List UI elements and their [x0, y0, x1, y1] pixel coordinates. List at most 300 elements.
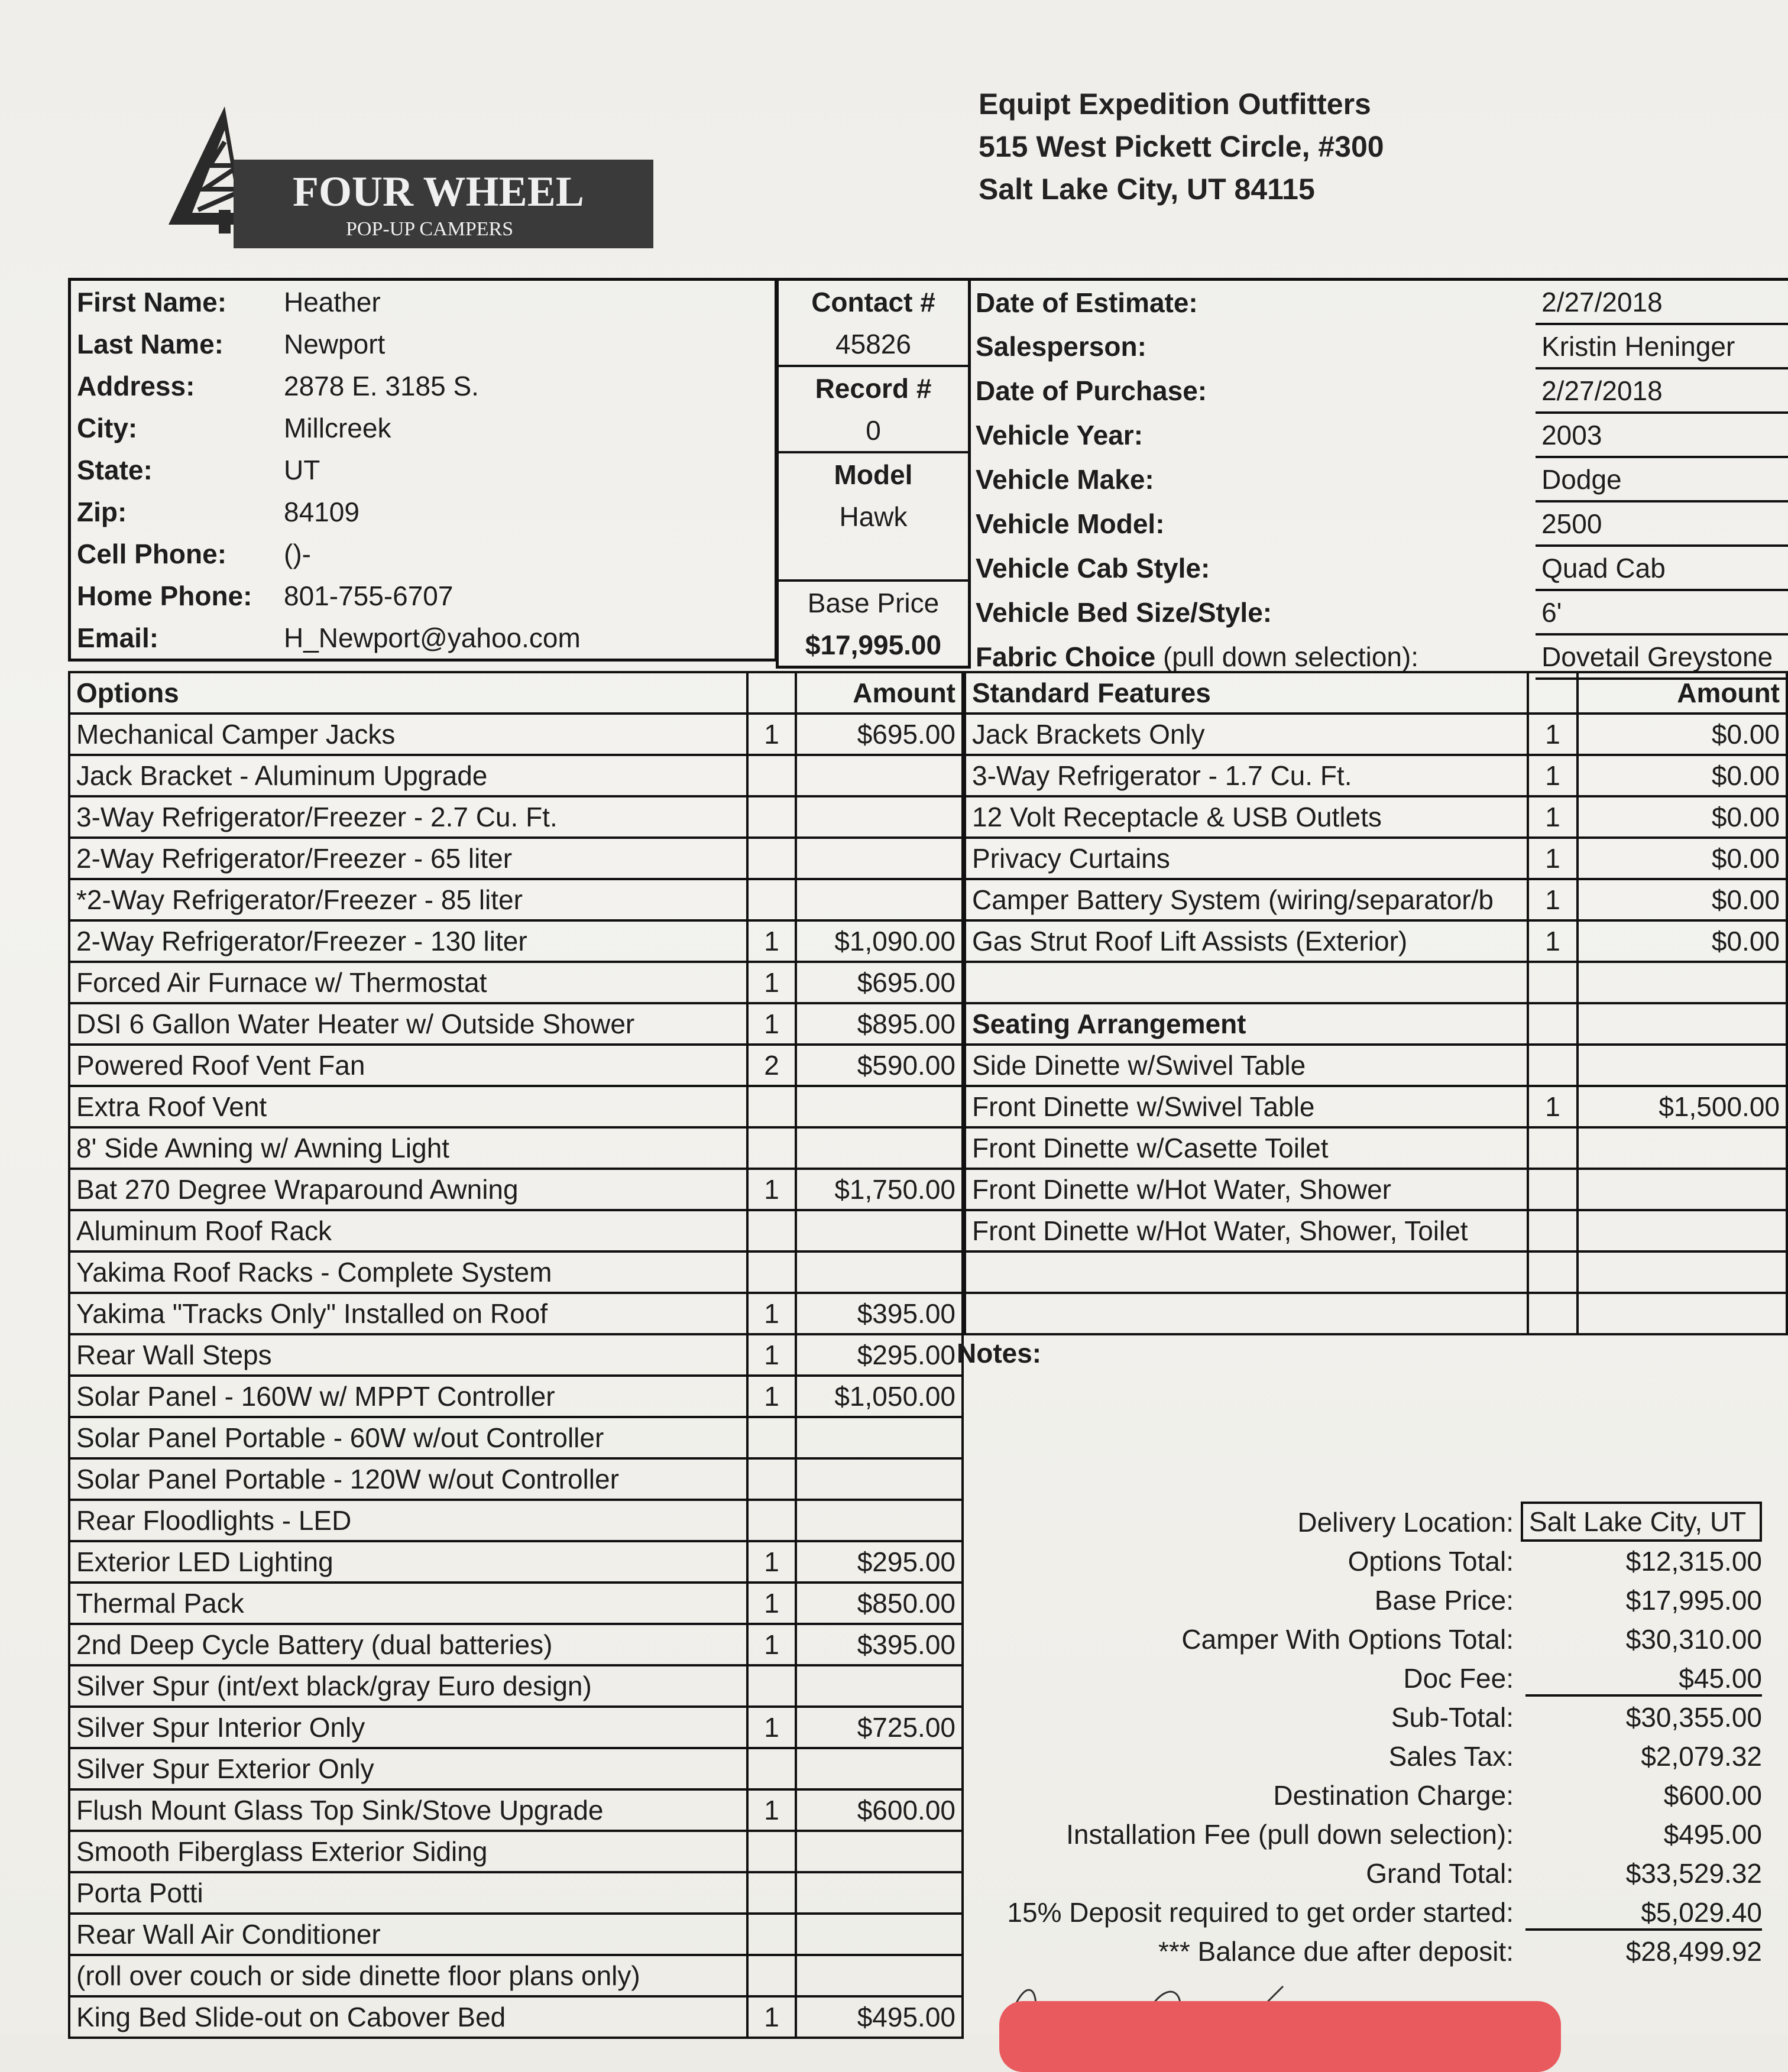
- option-name: Silver Spur (int/ext black/gray Euro design): [69, 1665, 747, 1707]
- option-row: [69, 714, 963, 755]
- option-amount: $495.00: [796, 1996, 963, 2038]
- option-name: Rear Wall Steps: [69, 1334, 747, 1376]
- four-wheel-logo: [169, 106, 653, 251]
- standard-feature-amount: [1578, 1251, 1787, 1293]
- estimate-field-value: Dovetail Greystone: [1536, 634, 1788, 679]
- option-qty: [747, 1210, 796, 1251]
- standard-feature-amount: $0.00: [1578, 838, 1787, 879]
- standard-feature-qty: 1: [1528, 1086, 1578, 1127]
- total-label: Destination Charge:: [1273, 1780, 1514, 1811]
- customer-field-value: Millcreek: [284, 412, 391, 443]
- option-qty: 1: [747, 1624, 796, 1665]
- option-qty: 1: [747, 1583, 796, 1624]
- estimate-field-label: Vehicle Cab Style:: [976, 552, 1210, 583]
- total-value: $45.00: [1525, 1662, 1762, 1697]
- standard-feature-amount: $0.00: [1578, 879, 1787, 920]
- model-label: Model: [778, 452, 970, 495]
- total-value: $495.00: [1663, 1819, 1762, 1850]
- option-name: Exterior LED Lighting: [69, 1541, 747, 1583]
- standard-row: [965, 796, 1787, 838]
- fabric-note: (pull down selection):: [1155, 641, 1419, 672]
- total-label: Base Price:: [1374, 1585, 1514, 1616]
- standard-feature-qty: [1528, 1003, 1578, 1045]
- standard-feature-name: 12 Volt Receptacle & USB Outlets: [965, 796, 1528, 838]
- total-label: Camper With Options Total:: [1181, 1624, 1514, 1655]
- option-qty: 1: [747, 1996, 796, 2038]
- estimate-info: [970, 278, 1788, 680]
- redaction-mark: [999, 2001, 1561, 2072]
- option-amount: [796, 1831, 963, 1872]
- standard-feature-name: Seating Arrangement: [965, 1003, 1528, 1045]
- standard-feature-name: Camper Battery System (wiring/separator/b: [965, 879, 1528, 920]
- option-amount: $895.00: [796, 1003, 963, 1045]
- total-value: $30,310.00: [1625, 1624, 1762, 1655]
- option-name: 8' Side Awning w/ Awning Light: [69, 1127, 747, 1169]
- standard-feature-qty: [1528, 1210, 1578, 1251]
- estimate-field-label: Vehicle Bed Size/Style:: [976, 596, 1272, 628]
- option-qty: 1: [747, 1541, 796, 1583]
- option-amount: $395.00: [796, 1293, 963, 1334]
- option-amount: [796, 1665, 963, 1707]
- estimate-field-value: 2500: [1536, 501, 1788, 546]
- customer-field-value: Heather: [284, 286, 381, 317]
- option-name: (roll over couch or side dinette floor plans only): [69, 1955, 747, 1996]
- company-name: Equipt Expedition Outfitters: [979, 87, 1371, 121]
- total-label: Doc Fee:: [1403, 1663, 1514, 1694]
- customer-row: [70, 617, 776, 660]
- estimate-field-label: Vehicle Model:: [976, 508, 1165, 539]
- estimate-field-value: Dodge: [1536, 457, 1788, 501]
- option-name: Aluminum Roof Rack: [69, 1210, 747, 1251]
- option-amount: $1,750.00: [796, 1169, 963, 1210]
- customer-row: [70, 491, 776, 533]
- standard-feature-amount: $0.00: [1578, 714, 1787, 755]
- company-address: [979, 83, 1384, 210]
- standard-feature-qty: 1: [1528, 838, 1578, 879]
- standard-feature-qty: 1: [1528, 755, 1578, 796]
- option-name: Rear Wall Air Conditioner: [69, 1914, 747, 1955]
- standard-feature-qty: 1: [1528, 920, 1578, 962]
- standard-row: [965, 962, 1787, 1003]
- standard-feature-name: Side Dinette w/Swivel Table: [965, 1045, 1528, 1086]
- option-amount: [796, 1251, 963, 1293]
- customer-row: [70, 365, 776, 407]
- total-value: $28,499.92: [1625, 1936, 1762, 1967]
- standard-feature-qty: [1528, 1169, 1578, 1210]
- option-amount: [796, 1500, 963, 1541]
- option-name: Mechanical Camper Jacks: [69, 714, 747, 755]
- standard-feature-qty: [1528, 1251, 1578, 1293]
- estimate-row: [970, 368, 1788, 413]
- option-row: [69, 1541, 963, 1583]
- option-qty: [747, 755, 796, 796]
- customer-field-value: H_Newport@yahoo.com: [284, 622, 581, 653]
- standard-row: [965, 755, 1787, 796]
- option-name: Solar Panel - 160W w/ MPPT Controller: [69, 1376, 747, 1417]
- customer-field-label: Address:: [77, 370, 195, 401]
- standard-feature-amount: [1578, 1293, 1787, 1334]
- option-name: Yakima Roof Racks - Complete System: [69, 1251, 747, 1293]
- option-qty: [747, 1748, 796, 1789]
- option-qty: [747, 1458, 796, 1500]
- standard-feature-name: [965, 1293, 1528, 1334]
- total-row: [946, 1775, 1762, 1814]
- option-row: [69, 1003, 963, 1045]
- option-name: Powered Roof Vent Fan: [69, 1045, 747, 1086]
- option-row: [69, 1624, 963, 1665]
- estimate-row: [970, 501, 1788, 546]
- option-amount: $695.00: [796, 962, 963, 1003]
- total-value: $17,995.00: [1625, 1585, 1762, 1616]
- standard-row: [965, 1169, 1787, 1210]
- estimate-field-value: 2/27/2018: [1536, 368, 1788, 413]
- option-amount: [796, 838, 963, 879]
- record-label: Record #: [778, 366, 970, 409]
- total-label: Installation Fee (pull down selection):: [1066, 1819, 1514, 1850]
- customer-field-label: City:: [77, 412, 138, 443]
- total-label: 15% Deposit required to get order started:: [1007, 1897, 1514, 1928]
- estimate-field-label: Fabric Choice (pull down selection):: [976, 641, 1419, 672]
- option-row: [69, 1872, 963, 1914]
- option-amount: [796, 1417, 963, 1458]
- option-amount: [796, 755, 963, 796]
- option-qty: [747, 1955, 796, 1996]
- options-amount-header: Amount: [796, 672, 963, 714]
- standard-feature-qty: [1528, 962, 1578, 1003]
- option-amount: [796, 1955, 963, 1996]
- estimate-row: [970, 413, 1788, 457]
- option-qty: 1: [747, 1707, 796, 1748]
- option-row: [69, 1748, 963, 1789]
- option-row: [69, 1251, 963, 1293]
- standard-feature-amount: [1578, 1045, 1787, 1086]
- estimate-row: [970, 546, 1788, 590]
- option-amount: $725.00: [796, 1707, 963, 1748]
- option-qty: [747, 1665, 796, 1707]
- option-row: [69, 1500, 963, 1541]
- standard-feature-amount: [1578, 1210, 1787, 1251]
- delivery-row: [946, 1502, 1762, 1541]
- option-row: [69, 1293, 963, 1334]
- standard-feature-qty: [1528, 1127, 1578, 1169]
- standard-features-header: Standard Features: [965, 672, 1528, 714]
- option-name: 3-Way Refrigerator/Freezer - 2.7 Cu. Ft.: [69, 796, 747, 838]
- option-amount: $600.00: [796, 1789, 963, 1831]
- option-row: [69, 1376, 963, 1417]
- customer-field-label: First Name:: [77, 286, 227, 317]
- option-name: *2-Way Refrigerator/Freezer - 85 liter: [69, 879, 747, 920]
- delivery-label: Delivery Location:: [1297, 1507, 1514, 1538]
- standard-row: [965, 1003, 1787, 1045]
- option-name: Porta Potti: [69, 1872, 747, 1914]
- standard-feature-name: Front Dinette w/Hot Water, Shower: [965, 1169, 1528, 1210]
- standard-feature-amount: $0.00: [1578, 920, 1787, 962]
- option-name: Solar Panel Portable - 60W w/out Controller: [69, 1417, 747, 1458]
- totals-block: [946, 1502, 1762, 1970]
- customer-row: [70, 323, 776, 365]
- company-address-line2: Salt Lake City, UT 84115: [979, 173, 1315, 206]
- option-row: [69, 1086, 963, 1127]
- logo-subtitle: POP-UP CAMPERS: [346, 218, 514, 240]
- standard-feature-name: Privacy Curtains: [965, 838, 1528, 879]
- option-amount: [796, 1914, 963, 1955]
- option-amount: [796, 796, 963, 838]
- standard-feature-name: Jack Brackets Only: [965, 714, 1528, 755]
- estimate-row: [970, 590, 1788, 634]
- option-qty: 1: [747, 1334, 796, 1376]
- standard-feature-name: [965, 962, 1528, 1003]
- option-qty: [747, 1251, 796, 1293]
- logo-title: FOUR WHEEL: [293, 168, 584, 215]
- option-qty: [747, 1417, 796, 1458]
- options-header: Options: [69, 672, 747, 714]
- option-row: [69, 1045, 963, 1086]
- total-row: [946, 1658, 1762, 1697]
- option-amount: [796, 1086, 963, 1127]
- option-qty: 1: [747, 1789, 796, 1831]
- customer-field-label: State:: [77, 454, 153, 485]
- option-qty: [747, 796, 796, 838]
- option-name: DSI 6 Gallon Water Heater w/ Outside Shower: [69, 1003, 747, 1045]
- option-amount: $850.00: [796, 1583, 963, 1624]
- option-amount: $395.00: [796, 1624, 963, 1665]
- total-value: $33,529.32: [1625, 1858, 1762, 1889]
- option-row: [69, 1169, 963, 1210]
- option-name: 2-Way Refrigerator/Freezer - 65 liter: [69, 838, 747, 879]
- total-row: [946, 1814, 1762, 1853]
- option-qty: [747, 1086, 796, 1127]
- customer-field-label: Last Name:: [77, 328, 224, 359]
- standard-amount-header: Amount: [1578, 672, 1787, 714]
- customer-row: [70, 533, 776, 575]
- option-row: [69, 1458, 963, 1500]
- option-name: King Bed Slide-out on Cabover Bed: [69, 1996, 747, 2038]
- standard-feature-qty: [1528, 1045, 1578, 1086]
- standard-feature-qty: 1: [1528, 796, 1578, 838]
- estimate-row: [970, 280, 1788, 325]
- customer-row: [70, 407, 776, 449]
- standard-feature-qty: [1528, 1293, 1578, 1334]
- total-row: [946, 1736, 1762, 1775]
- option-row: [69, 1210, 963, 1251]
- standard-feature-name: [965, 1251, 1528, 1293]
- standard-row: [965, 1293, 1787, 1334]
- estimate-row: [970, 324, 1788, 368]
- total-value: $30,355.00: [1625, 1702, 1762, 1733]
- contact-label: Contact #: [811, 286, 935, 317]
- option-qty: [747, 879, 796, 920]
- total-value: $5,029.40: [1525, 1896, 1762, 1931]
- option-amount: $695.00: [796, 714, 963, 755]
- estimate-field-value: 6': [1536, 590, 1788, 634]
- standard-feature-name: Front Dinette w/Swivel Table: [965, 1086, 1528, 1127]
- total-value: $2,079.32: [1641, 1741, 1762, 1772]
- standard-feature-name: Gas Strut Roof Lift Assists (Exterior): [965, 920, 1528, 962]
- standard-row: [965, 1127, 1787, 1169]
- option-row: [69, 879, 963, 920]
- option-amount: [796, 1872, 963, 1914]
- option-qty: 1: [747, 962, 796, 1003]
- option-row: [69, 1417, 963, 1458]
- standard-row: [965, 920, 1787, 962]
- standard-row: [965, 879, 1787, 920]
- total-label: Sales Tax:: [1388, 1741, 1514, 1772]
- option-row: [69, 796, 963, 838]
- option-name: Jack Bracket - Aluminum Upgrade: [69, 755, 747, 796]
- option-row: [69, 1955, 963, 1996]
- customer-field-value: ()-: [284, 538, 311, 569]
- record-number: 0: [866, 414, 881, 446]
- option-name: 2-Way Refrigerator/Freezer - 130 liter: [69, 920, 747, 962]
- base-price-value: $17,995.00: [805, 629, 942, 660]
- option-amount: $295.00: [796, 1541, 963, 1583]
- model-value: Hawk: [839, 501, 908, 532]
- customer-row: [70, 575, 776, 617]
- option-qty: [747, 1914, 796, 1955]
- option-qty: 1: [747, 1293, 796, 1334]
- options-table: [68, 671, 964, 2039]
- option-amount: [796, 1458, 963, 1500]
- option-row: [69, 1334, 963, 1376]
- estimate-field-value: Kristin Heninger: [1536, 324, 1788, 368]
- estimate-field-label: Date of Estimate:: [976, 287, 1198, 318]
- standard-feature-amount: [1578, 1169, 1787, 1210]
- estimate-field-label: Vehicle Year:: [976, 419, 1144, 450]
- option-row: [69, 1996, 963, 2038]
- base-price-label: Base Price: [778, 581, 970, 624]
- option-qty: 1: [747, 1376, 796, 1417]
- option-amount: [796, 1748, 963, 1789]
- estimate-field-label: Date of Purchase:: [976, 375, 1207, 406]
- contact-number: 45826: [835, 328, 911, 359]
- option-name: Rear Floodlights - LED: [69, 1500, 747, 1541]
- total-row: [946, 1853, 1762, 1892]
- option-qty: 1: [747, 1169, 796, 1210]
- total-row: [946, 1931, 1762, 1970]
- option-name: 2nd Deep Cycle Battery (dual batteries): [69, 1624, 747, 1665]
- total-label: Sub-Total:: [1391, 1702, 1514, 1733]
- option-row: [69, 1127, 963, 1169]
- option-row: [69, 1707, 963, 1748]
- option-name: Silver Spur Exterior Only: [69, 1748, 747, 1789]
- notes-label: Notes:: [957, 1338, 1042, 1369]
- option-row: [69, 962, 963, 1003]
- option-amount: $295.00: [796, 1334, 963, 1376]
- customer-field-value: 801-755-6707: [284, 580, 454, 611]
- option-amount: $1,090.00: [796, 920, 963, 962]
- option-row: [69, 920, 963, 962]
- customer-info: [68, 278, 778, 662]
- option-qty: [747, 1872, 796, 1914]
- standard-feature-amount: $1,500.00: [1578, 1086, 1787, 1127]
- option-name: Flush Mount Glass Top Sink/Stove Upgrade: [69, 1789, 747, 1831]
- total-value: $600.00: [1663, 1780, 1762, 1811]
- option-qty: 2: [747, 1045, 796, 1086]
- total-row: [946, 1541, 1762, 1580]
- standard-feature-amount: $0.00: [1578, 796, 1787, 838]
- customer-row: [70, 280, 776, 323]
- option-row: [69, 1831, 963, 1872]
- total-row: [946, 1697, 1762, 1736]
- total-label: Grand Total:: [1366, 1858, 1514, 1889]
- standard-features-table: [964, 671, 1788, 1335]
- customer-field-label: Home Phone:: [77, 580, 252, 611]
- option-amount: [796, 1210, 963, 1251]
- standard-feature-amount: [1578, 1127, 1787, 1169]
- option-row: [69, 1789, 963, 1831]
- customer-field-label: Email:: [77, 622, 159, 653]
- option-row: [69, 1665, 963, 1707]
- standard-feature-qty: 1: [1528, 879, 1578, 920]
- total-row: [946, 1892, 1762, 1931]
- option-qty: 1: [747, 920, 796, 962]
- standard-feature-name: 3-Way Refrigerator - 1.7 Cu. Ft.: [965, 755, 1528, 796]
- estimate-field-label: Vehicle Make:: [976, 463, 1154, 495]
- standard-row: [965, 1045, 1787, 1086]
- customer-field-label: Cell Phone:: [77, 538, 227, 569]
- estimate-row: [970, 457, 1788, 501]
- option-amount: $1,050.00: [796, 1376, 963, 1417]
- customer-field-value: UT: [284, 454, 320, 485]
- option-name: Forced Air Furnace w/ Thermostat: [69, 962, 747, 1003]
- total-row: [946, 1619, 1762, 1658]
- standard-feature-qty: 1: [1528, 714, 1578, 755]
- standard-feature-name: Front Dinette w/Casette Toilet: [965, 1127, 1528, 1169]
- standard-feature-name: Front Dinette w/Hot Water, Shower, Toilet: [965, 1210, 1528, 1251]
- standard-row: [965, 1210, 1787, 1251]
- option-qty: [747, 1500, 796, 1541]
- estimate-field-value: 2/27/2018: [1536, 280, 1788, 325]
- standard-row: [965, 714, 1787, 755]
- estimate-field-value: Quad Cab: [1536, 546, 1788, 590]
- standard-feature-amount: $0.00: [1578, 755, 1787, 796]
- option-name: Silver Spur Interior Only: [69, 1707, 747, 1748]
- option-name: Solar Panel Portable - 120W w/out Controller: [69, 1458, 747, 1500]
- option-row: [69, 838, 963, 879]
- customer-field-label: Zip:: [77, 496, 127, 527]
- standard-feature-amount: [1578, 962, 1787, 1003]
- option-amount: [796, 1127, 963, 1169]
- option-name: Smooth Fiberglass Exterior Siding: [69, 1831, 747, 1872]
- option-name: Yakima "Tracks Only" Installed on Roof: [69, 1293, 747, 1334]
- delivery-value: Salt Lake City, UT: [1521, 1502, 1762, 1542]
- total-label: *** Balance due after deposit:: [1158, 1936, 1514, 1967]
- option-qty: 1: [747, 714, 796, 755]
- option-amount: $590.00: [796, 1045, 963, 1086]
- estimate-field-value: 2003: [1536, 413, 1788, 457]
- customer-row: [70, 449, 776, 491]
- option-qty: [747, 1831, 796, 1872]
- option-row: [69, 755, 963, 796]
- option-name: Thermal Pack: [69, 1583, 747, 1624]
- total-value: $12,315.00: [1625, 1546, 1762, 1577]
- total-row: [946, 1580, 1762, 1619]
- option-name: Extra Roof Vent: [69, 1086, 747, 1127]
- contact-record-box: [776, 278, 971, 669]
- option-row: [69, 1583, 963, 1624]
- option-qty: 1: [747, 1003, 796, 1045]
- standard-feature-amount: [1578, 1003, 1787, 1045]
- option-qty: [747, 838, 796, 879]
- standard-row: [965, 838, 1787, 879]
- option-amount: [796, 879, 963, 920]
- company-address-line1: 515 West Pickett Circle, #300: [979, 130, 1384, 163]
- option-row: [69, 1914, 963, 1955]
- customer-field-value: 2878 E. 3185 S.: [284, 370, 479, 401]
- standard-row: [965, 1251, 1787, 1293]
- standard-row: [965, 1086, 1787, 1127]
- customer-field-value: Newport: [284, 328, 386, 359]
